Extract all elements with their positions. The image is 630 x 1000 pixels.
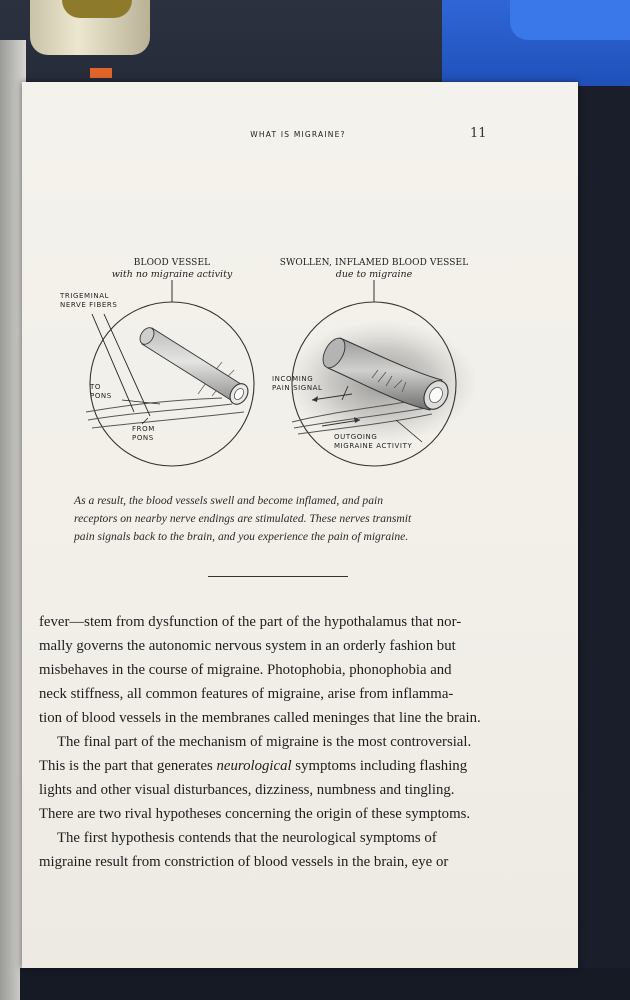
figure-caption — [74, 492, 484, 546]
right-figure-subtitle: due to migraine — [335, 269, 413, 281]
running-head: WHAT IS MIGRAINE? — [250, 130, 346, 139]
orange-tab — [90, 68, 112, 78]
page-number: 11 — [470, 126, 487, 141]
text-line: There are two rival hypotheses concerning the origin of these symptoms. — [39, 806, 471, 822]
text-line: The first hypothesis contends that the neurological symptoms of — [57, 830, 437, 846]
text-line: lights and other visual disturbances, dizziness, numbness and tingling. — [39, 782, 455, 798]
nerve-fiber — [88, 404, 232, 420]
label-from-pons: FROM PONS — [132, 425, 155, 442]
text-line: tion of blood vessels in the membranes called meninges that line the brain. — [39, 710, 481, 726]
migraine-figure — [22, 82, 578, 482]
leader-from-pons — [142, 418, 148, 424]
right-figure-title: SWOLLEN, INFLAMED BLOOD VESSEL — [279, 258, 469, 268]
paragraph-3 — [39, 826, 499, 874]
caption-line: pain signals back to the brain, and you experience the pain of migraine. — [74, 530, 409, 543]
label-outgoing: OUTGOING MIGRAINE ACTIVITY — [334, 433, 413, 450]
label-incoming: INCOMING PAIN SIGNAL — [272, 375, 323, 392]
section-divider — [208, 576, 348, 577]
caption-line: receptors on nearby nerve endings are stimulated. These nerves transmit — [74, 512, 412, 525]
left-figure-subtitle: with no migraine activity — [111, 269, 233, 281]
blue-container-lid — [510, 0, 630, 40]
book-page — [22, 82, 578, 968]
right-shadow — [578, 86, 630, 1000]
right-figure-title-block — [264, 258, 484, 281]
text-line: mally governs the autonomic nervous system in an orderly fashion but — [39, 638, 456, 654]
bottom-shadow — [20, 968, 630, 1000]
body-text — [39, 610, 499, 874]
paragraph-1 — [39, 610, 499, 730]
blood-vessel-normal — [137, 325, 251, 407]
text-line: misbehaves in the course of migraine. Photophobia, phonophobia and — [39, 662, 452, 678]
text-line: neck stiffness, all common features of migraine, arise from inflamma- — [39, 686, 454, 702]
text-line: This is the part that generates neurological symptoms including flashing — [39, 758, 468, 774]
nerve-fiber — [92, 412, 244, 428]
can-lid — [62, 0, 132, 18]
left-figure-title-block — [92, 258, 252, 281]
paragraph-2 — [39, 730, 499, 826]
label-trigeminal: TRIGEMINAL NERVE FIBERS — [60, 292, 118, 309]
text-line: migraine result from constriction of blood vessels in the brain, eye or — [39, 854, 449, 870]
left-figure-title: BLOOD VESSEL — [133, 258, 211, 268]
caption-line: As a result, the blood vessels swell and become inflamed, and pain — [74, 494, 384, 507]
text-line: The final part of the mechanism of migraine is the most controversial. — [57, 734, 472, 750]
label-to-pons: TO PONS — [90, 383, 112, 400]
leader-to-pons — [122, 400, 160, 404]
text-line: fever—stem from dysfunction of the part of the hypothalamus that nor- — [39, 614, 462, 630]
